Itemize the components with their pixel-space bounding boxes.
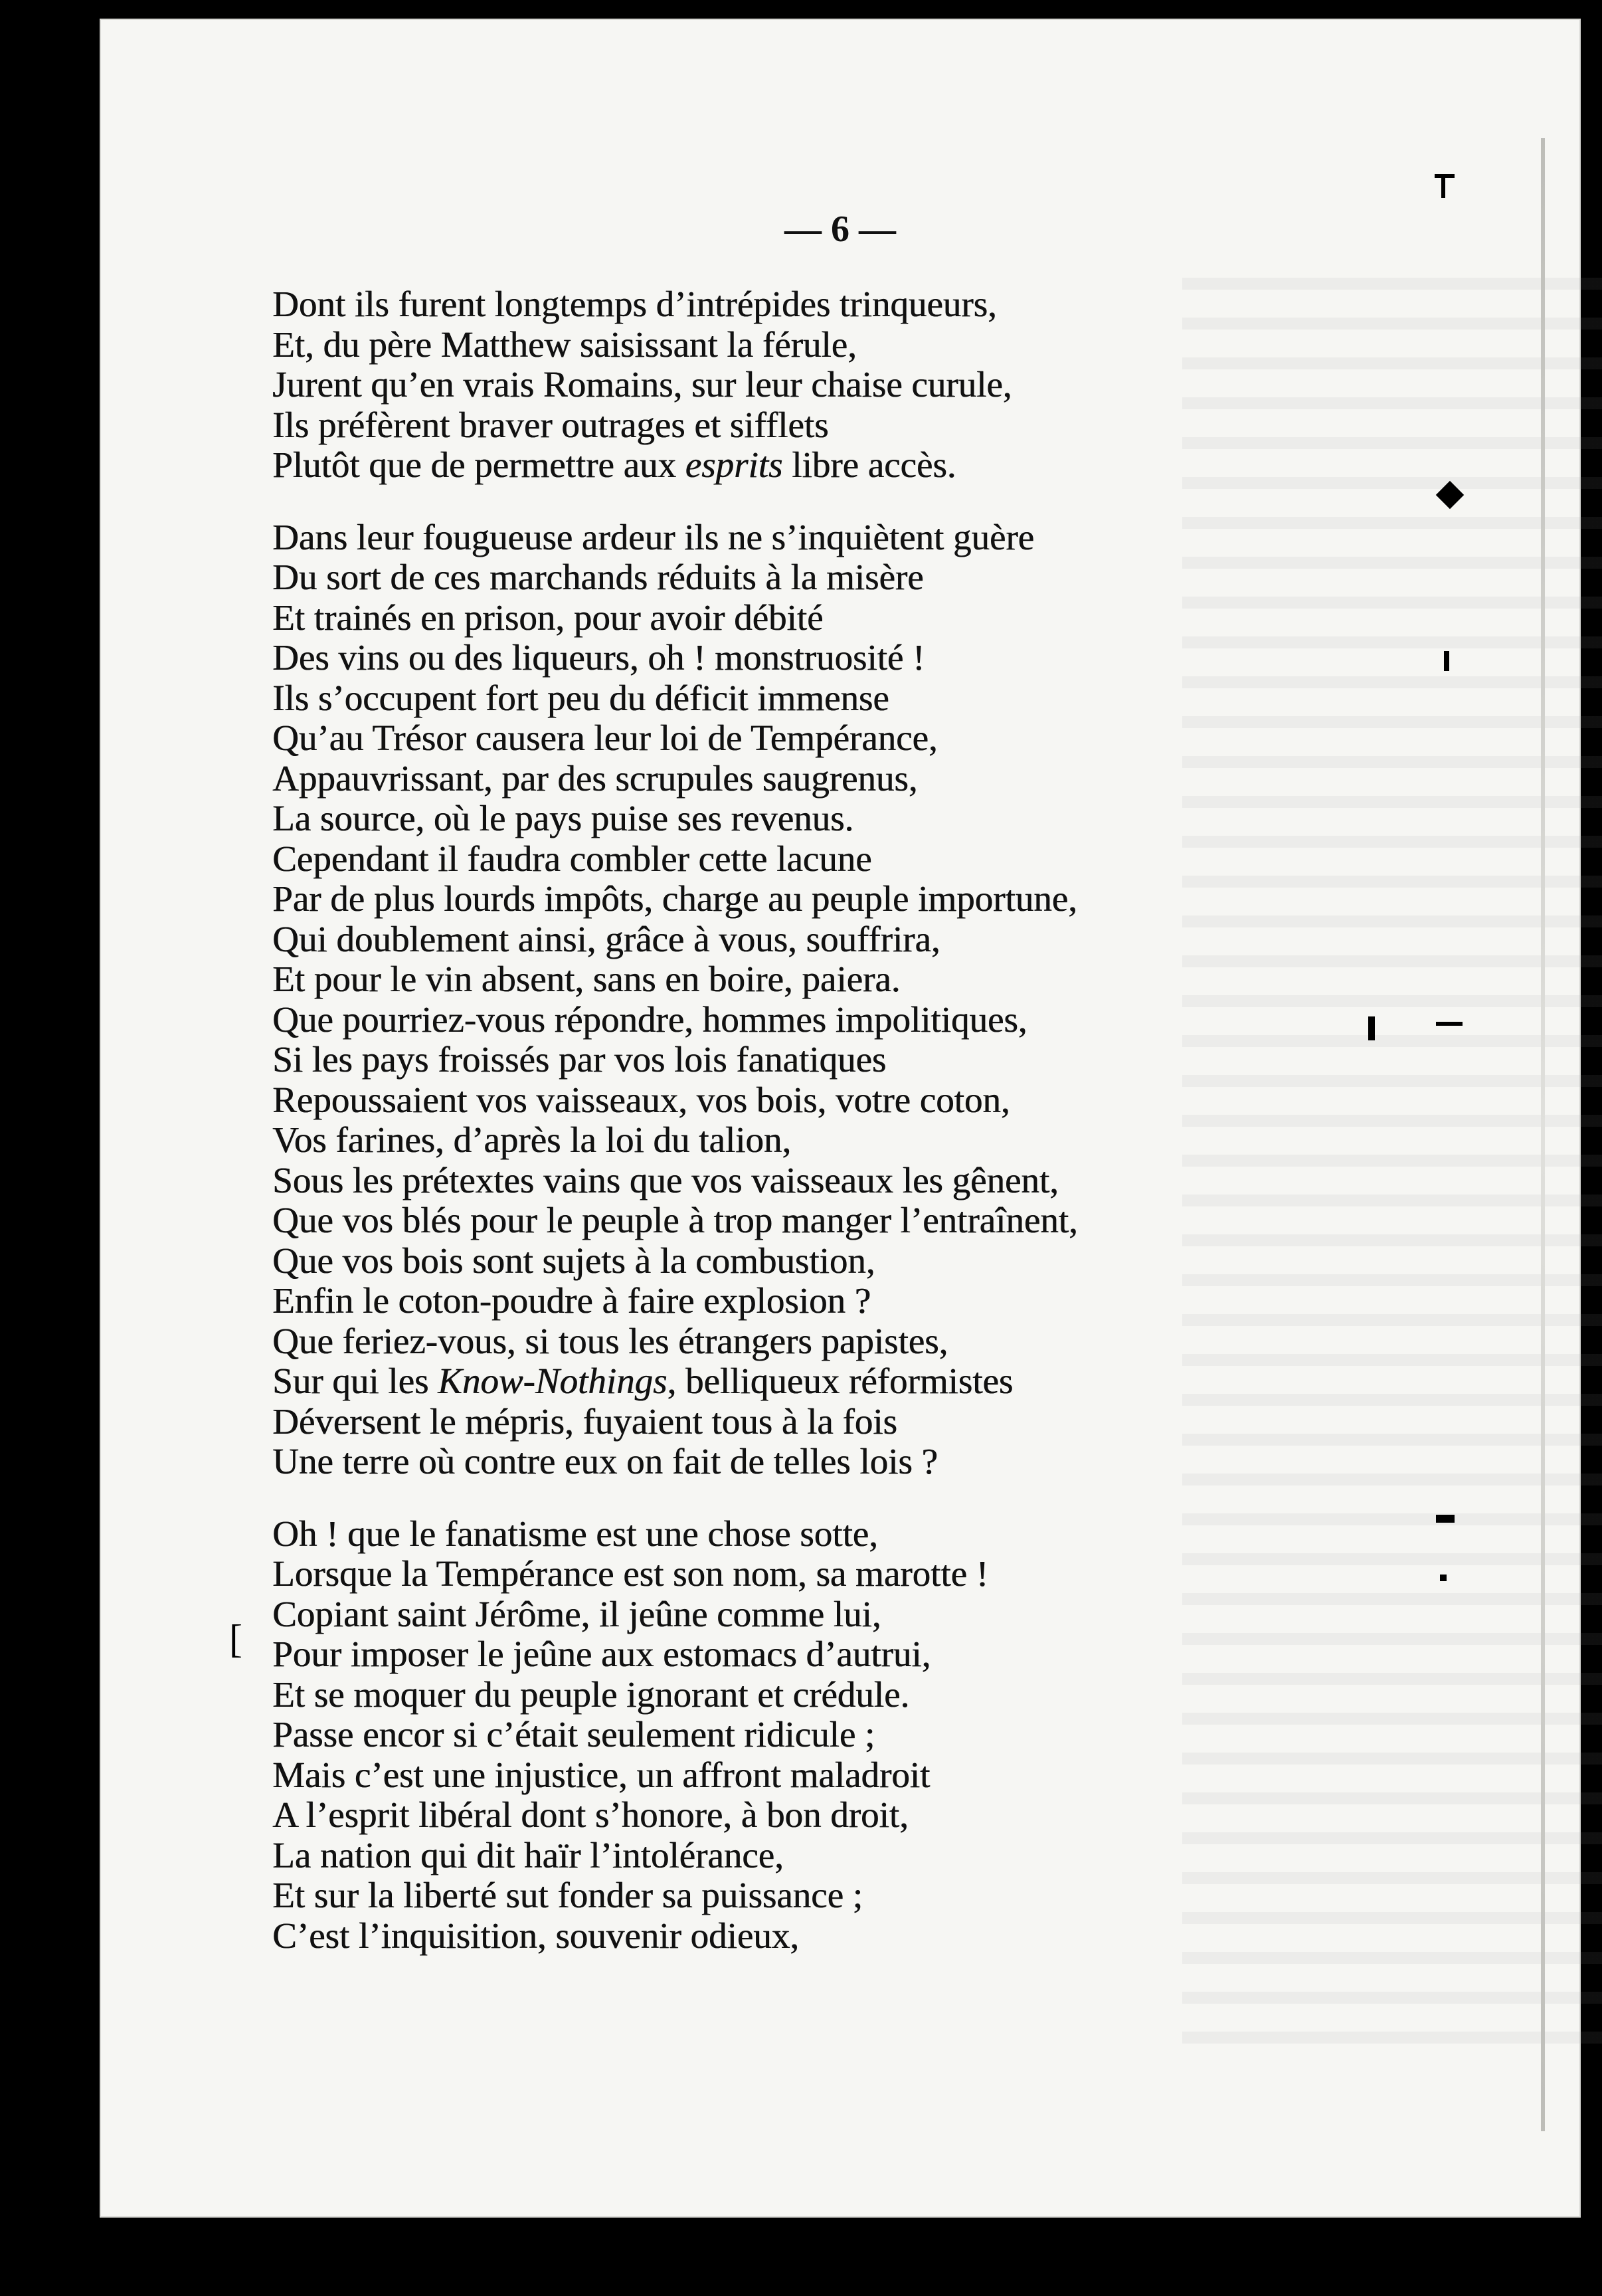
scan-artifact bbox=[1440, 1575, 1447, 1581]
poem-line-italic: esprits bbox=[685, 444, 783, 485]
poem-line-text: libre accès. bbox=[782, 444, 956, 485]
poem-line: Ils s’occupent fort peu du déficit immense bbox=[272, 677, 889, 718]
poem-line: Enfin le coton-poudre à faire explosion ? bbox=[272, 1280, 871, 1321]
poem-line: Du sort de ces marchands réduits à la misère bbox=[272, 557, 924, 597]
stanza-3 bbox=[272, 1514, 1534, 1957]
poem-line: Que vos blés pour le peuple à trop manger l’entraînent, bbox=[272, 1200, 1078, 1240]
poem-line: Et se moquer du peuple ignorant et crédule. bbox=[272, 1674, 910, 1715]
scan-artifact bbox=[1436, 1515, 1455, 1523]
poem-line: Oh ! que le fanatisme est une chose sotte, bbox=[272, 1513, 878, 1554]
poem-line bbox=[272, 445, 1534, 486]
poem-line: Dont ils furent longtemps d’intrépides trinqueurs, bbox=[272, 284, 997, 324]
poem-line-text: , belliqueux réformistes bbox=[667, 1361, 1014, 1401]
poem-line: Appauvrissant, par des scrupules saugrenus, bbox=[272, 757, 918, 799]
stanza-1 bbox=[272, 284, 1534, 486]
page-number: — 6 — bbox=[784, 209, 896, 250]
poem-line: Par de plus lourds impôts, charge au peuple importune, bbox=[272, 878, 1077, 919]
poem-line: Et sur la liberté sut fonder sa puissance ; bbox=[272, 1875, 863, 1915]
poem-line: A l’esprit libéral dont s’honore, à bon droit, bbox=[272, 1794, 909, 1835]
poem-line: Une terre où contre eux on fait de telles lois ? bbox=[272, 1441, 938, 1482]
poem-line: Repoussaient vos vaisseaux, vos bois, votre coton, bbox=[272, 1079, 1010, 1120]
poem-line: Des vins ou des liqueurs, oh ! monstruosité ! bbox=[272, 637, 925, 678]
poem-line: Déversent le mépris, fuyaient tous à la fois bbox=[272, 1400, 897, 1442]
page-fold-edge bbox=[1541, 138, 1545, 2131]
poem-line: Si les pays froissés par vos lois fanatiques bbox=[272, 1039, 887, 1080]
poem-line: Jurent qu’en vrais Romains, sur leur chaise curule, bbox=[272, 364, 1012, 405]
poem-line: Que pourriez-vous répondre, hommes impolitiques, bbox=[272, 999, 1027, 1040]
poem-line: Lorsque la Tempérance est son nom, sa marotte ! bbox=[272, 1553, 988, 1594]
poem-line: Que feriez-vous, si tous les étrangers papistes, bbox=[272, 1320, 948, 1361]
scan-artifact bbox=[1368, 1016, 1375, 1040]
poem-line: Vos farines, d’après la loi du talion, bbox=[272, 1119, 792, 1160]
poem-line: Qui doublement ainsi, grâce à vous, souffrira, bbox=[272, 918, 940, 959]
poem-line: C’est l’inquisition, souvenir odieux, bbox=[272, 1915, 799, 1956]
scan-artifact bbox=[1441, 174, 1445, 198]
poem-line: Dans leur fougueuse ardeur ils ne s’inquiètent guère bbox=[272, 516, 1034, 557]
poem-line: Qu’au Trésor causera leur loi de Tempérance, bbox=[272, 718, 938, 758]
poem-line-italic: Know-Nothings bbox=[438, 1361, 668, 1401]
poem-line: Sous les prétextes vains que vos vaisseaux les gênent, bbox=[272, 1159, 1059, 1200]
poem-line: Cependant il faudra combler cette lacune bbox=[272, 838, 872, 879]
poem-line-text: Sur qui les bbox=[272, 1361, 438, 1401]
paper-page bbox=[100, 19, 1581, 2218]
poem-line-text: Plutôt que de permettre aux bbox=[272, 444, 685, 485]
poem-line: La nation qui dit haïr l’intolérance, bbox=[272, 1834, 784, 1875]
scan-artifact bbox=[1436, 1022, 1463, 1026]
poem-line: Passe encor si c’était seulement ridicule ; bbox=[272, 1714, 875, 1755]
poem-line: Mais c’est une injustice, un affront maladroit bbox=[272, 1754, 931, 1795]
poem-line: La source, où le pays puise ses revenus. bbox=[272, 798, 854, 838]
poem-line bbox=[272, 1361, 1534, 1402]
poem-line: Que vos bois sont sujets à la combustion, bbox=[272, 1240, 875, 1281]
scan-artifact bbox=[1444, 651, 1449, 671]
poem-line: Et, du père Matthew saisissant la férule, bbox=[272, 324, 857, 365]
poem-line: Copiant saint Jérôme, il jeûne comme lui, bbox=[272, 1593, 881, 1634]
poem-line: Ils préfèrent braver outrages et sifflets bbox=[272, 404, 829, 445]
poem-line: Pour imposer le jeûne aux estomacs d’autrui, bbox=[272, 1634, 931, 1674]
stanza-2 bbox=[272, 518, 1534, 1482]
poem-body bbox=[272, 284, 1534, 1988]
poem-line: Et trainés en prison, pour avoir débité bbox=[272, 597, 824, 638]
poem-line: Et pour le vin absent, sans en boire, paiera. bbox=[272, 959, 901, 999]
margin-bracket-mark: [ bbox=[229, 1617, 242, 1661]
